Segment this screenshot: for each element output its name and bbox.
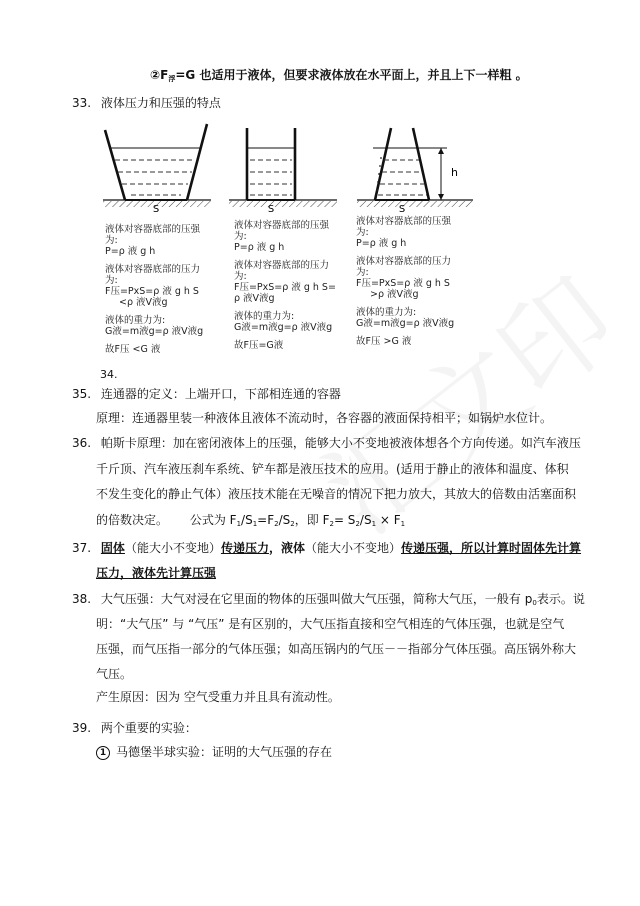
section-39-title: 两个重要的实验： <box>100 721 197 735</box>
col3-force-heading: 液体对容器底部的压力为: <box>356 256 452 278</box>
section-38-cause: 产生原因：因为 空气受重力并且具有流动性。 <box>96 690 340 704</box>
col3-pressure-formula: P=ρ 液 g h <box>356 238 407 249</box>
section-34-number: 34. <box>100 368 118 381</box>
base-area-label-2: S <box>267 204 275 215</box>
section-36-line1 <box>72 434 581 452</box>
section-38-line1 <box>72 590 585 612</box>
section-36-line2: 千斤顶、汽车液压刹车系统、铲车都是液压技术的应用。(适用于静止的液体和温度、体积 <box>96 462 569 476</box>
col1-pressure-heading: 液体对容器底部的压强为: <box>105 224 201 246</box>
section-37-line1 <box>72 539 581 557</box>
section-36-number: 36. <box>72 436 92 450</box>
col1-weight-formula: G液=m液g=ρ 液V液g <box>105 326 204 337</box>
col1-force-formula: F压=PxS=ρ 液 g h S <box>105 286 199 297</box>
col3-force-formula: F压=PxS=ρ 液 g h S <box>356 278 450 289</box>
col2-weight-formula: G液=m液g=ρ 液V液g <box>234 322 333 333</box>
container-diagram <box>95 118 495 222</box>
header-pre: ②F <box>150 68 169 82</box>
section-37-note2: （能大小不变地） <box>304 541 401 555</box>
section-35-principle: 原理：连通器里装一种液体且液体不流动时，各容器的液面保持相平；如锅炉水位计。 <box>96 411 553 425</box>
section-38-text1b: 表示。说 <box>536 592 585 606</box>
col3-weight-heading: 液体的重力为: <box>356 307 417 318</box>
section-35-number: 35. <box>72 387 92 401</box>
col2-force-compare: ρ 液V液g <box>234 293 275 304</box>
section-38-line2: 明：“大气压” 与 “气压” 是有区别的，大气压指直接和空气相连的气体压强，也就是空气 <box>96 617 565 631</box>
section-37-transmit-force: 传递压力 <box>220 541 269 555</box>
section-37-transmit-pressure: 传递压强 <box>401 541 450 555</box>
col1-force-heading: 液体对容器底部的压力为: <box>105 264 201 286</box>
section-36-text1: 帕斯卡原理：加在密闭液体上的压强，能够大小不变地被液体想各个方向传递。如汽车液压 <box>100 436 581 450</box>
col2-weight-heading: 液体的重力为: <box>234 311 295 322</box>
header-line <box>150 66 528 88</box>
col1-force-compare: <ρ 液V液g <box>119 297 168 308</box>
section-39-number: 39. <box>72 721 92 735</box>
section-36-line3: 不发生变化的静止气体）液压技术能在无噪音的情况下把力放大，其放大的倍数由活塞面积 <box>96 487 577 501</box>
col3-pressure-heading: 液体对容器底部的压强为: <box>356 216 452 238</box>
section-33-title: 液体压力和压强的特点 <box>100 96 221 110</box>
section-38-text1: 大气压强：大气对浸在它里面的物体的压强叫做大气压强，简称大气压，一般有 p <box>100 592 533 606</box>
col3-weight-formula: G液=m液g=ρ 液V液g <box>356 318 455 329</box>
col3-conclusion: 故F压 >G 液 <box>356 336 412 347</box>
section-37-number: 37. <box>72 541 92 555</box>
section-33-number: 33. <box>72 96 92 110</box>
header-sub: 浮 <box>168 75 176 83</box>
ground-3 <box>357 200 473 207</box>
col2-pressure-heading: 液体对容器底部的压强为: <box>234 220 330 242</box>
section-37-note1: （能大小不变地） <box>124 541 221 555</box>
section-35-line1 <box>72 385 341 403</box>
base-area-label-3: S <box>398 204 406 215</box>
height-label: h <box>451 166 458 179</box>
diagram-column-3 <box>356 216 468 347</box>
section-37-calc: ，所以计算时固体先计算 <box>449 541 582 555</box>
section-39-item <box>96 743 332 761</box>
col2-force-heading: 液体对容器底部的压力为: <box>234 260 330 282</box>
circled-number-icon: 1 <box>96 746 110 760</box>
base-area-label-1: S <box>152 204 160 215</box>
col1-weight-heading: 液体的重力为: <box>105 315 166 326</box>
col1-pressure-formula: P=ρ 液 g h <box>105 246 156 257</box>
section-37-line2: 压力，液体先计算压强 <box>96 566 217 580</box>
col2-force-formula: F压=PxS=ρ 液 g h S= <box>234 282 336 293</box>
section-39-heading <box>72 719 197 737</box>
section-35-definition: 连通器的定义：上端开口，下部相连通的容器 <box>100 387 341 401</box>
section-37-liquid: ，液体 <box>268 541 305 555</box>
col2-pressure-formula: P=ρ 液 g h <box>234 242 285 253</box>
p0-subscript: 0 <box>532 599 537 607</box>
section-38-line3: 压强，而气压指一部分的气体压强；如高压锅内的气压－－指部分气体压强。高压锅外称大 <box>96 642 577 656</box>
ground-2 <box>229 200 337 207</box>
section-38-line4: 气压。 <box>96 667 133 681</box>
col1-conclusion: 故F压 <G 液 <box>105 344 161 355</box>
section-36-line4 <box>96 511 405 533</box>
section-33-heading <box>72 94 221 112</box>
diagram-column-2 <box>234 220 346 351</box>
col3-force-compare: >ρ 液V液g <box>370 289 419 300</box>
section-37-solid: 固体 <box>100 541 125 555</box>
pascal-formula: 公式为 $F_1/S_1=F_2/S_2$，即 $F_2= S_2/S_1 \times F_1$ <box>189 513 406 528</box>
section-38-number: 38. <box>72 592 92 606</box>
col2-conclusion: 故F压=G液 <box>234 340 284 351</box>
header-post: =G 也适用于液体，但要求液体放在水平面上，并且上下一样粗 。 <box>175 68 528 82</box>
section-39-item-text: 马德堡半球实验：证明的大气压强的存在 <box>116 745 333 759</box>
section-36-text4: 的倍数决定。 <box>96 513 169 527</box>
diagram-column-1 <box>105 224 217 355</box>
